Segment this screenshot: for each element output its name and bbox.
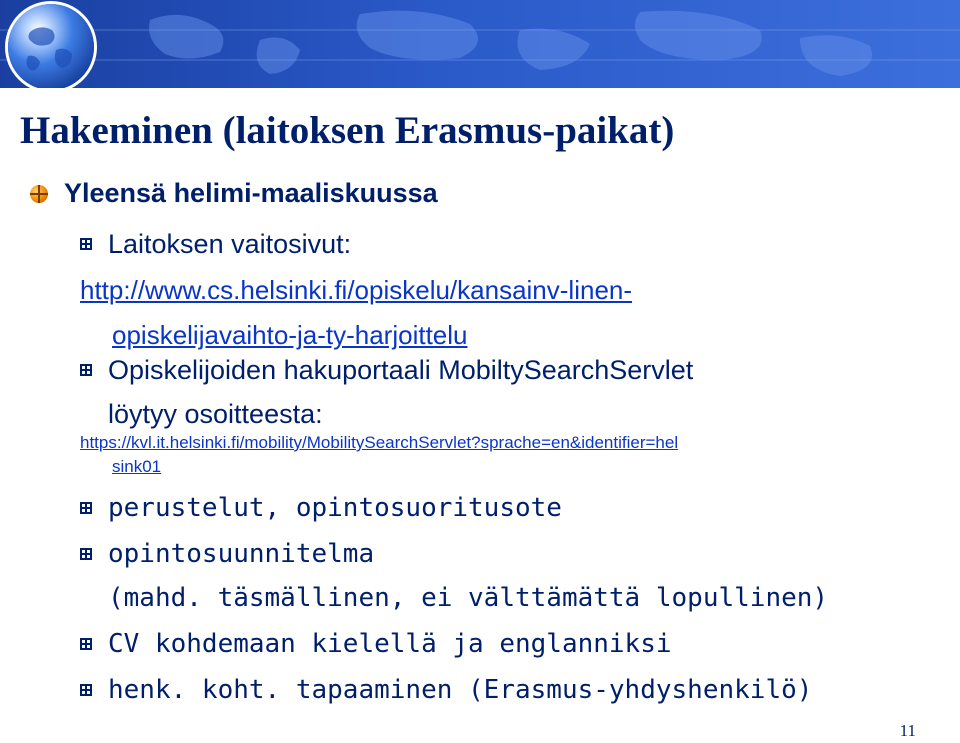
list-item-text-line1: Opiskelijoiden hakuportaali MobiltySearchServlet [108,355,694,385]
header-banner [0,0,960,88]
world-map-decoration [0,0,960,88]
list-item-text: Laitoksen vaitosivut: [108,229,352,259]
bullet-level1-text: Yleensä helimi-maaliskuussa [64,178,438,208]
list-item [80,676,812,712]
square-cross-bullet-icon [80,548,92,560]
square-cross-bullet-icon [80,684,92,696]
globe-logo-icon [8,4,94,88]
square-cross-bullet-icon [80,364,92,376]
list-item-text-line1: opintosuunnitelma [108,539,375,569]
department-url-line1[interactable]: http://www.cs.helsinki.fi/opiskelu/kansainv-linen- [80,275,633,305]
list-item-text: CV kohdemaan kielellä ja englanniksi [108,629,672,659]
page-number: 11 [899,721,916,740]
list-item [80,540,828,620]
list-item-text-line2: (mahd. täsmällinen, ei välttämättä lopullinen) [108,583,829,613]
list-item [80,230,351,266]
orange-globe-bullet-icon [30,185,48,203]
list-item-text-line2: löytyy osoitteesta: [108,399,323,429]
square-cross-bullet-icon [80,502,92,514]
department-url-line2[interactable]: opiskelijavaihto-ja-ty-harjoittelu [112,320,468,350]
mobility-portal-url-line2[interactable]: sink01 [112,457,162,476]
slide-title: Hakeminen (laitoksen Erasmus-paikat) [20,109,675,152]
square-cross-bullet-icon [80,238,92,250]
bullet-level1 [30,178,438,209]
list-item-text: henk. koht. tapaaminen (Erasmus-yhdyshenkilö) [108,675,813,705]
mobility-portal-url-line1[interactable]: https://kvl.it.helsinki.fi/mobility/MobilitySearchServlet?sprache=en&identifier=hel [80,433,679,452]
list-item [80,630,672,666]
square-cross-bullet-icon [80,638,92,650]
list-item-text: perustelut, opintosuoritusote [108,493,562,523]
list-item [80,494,562,530]
department-url-link[interactable] [80,270,632,355]
mobility-portal-link[interactable] [80,431,678,479]
list-item [80,356,693,436]
